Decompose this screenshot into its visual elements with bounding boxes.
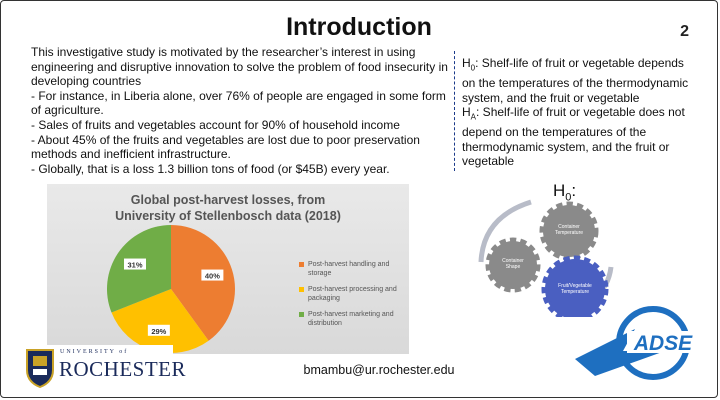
diagram-heading-suffix: : [571,181,577,200]
legend-item [299,310,407,328]
legend-swatch [299,262,304,267]
contact-email[interactable]: bmambu@ur.rochester.edu [303,363,455,377]
legend-swatch [299,287,304,292]
gear-label: Temperature [554,230,584,236]
bullet-item: - Sales of fruits and vegetables account for 90% of household income [31,117,400,132]
legend-label: Post-harvest processing and packaging [308,286,397,302]
gear-icon [489,241,537,289]
bullet-item: - Globally, that is a loss 1.3 billion tons of food (or $45B) every year. [31,161,390,176]
legend-item [299,260,407,278]
bullet-item: - About 45% of the fruits and vegetables are lost due to poor preservation methods and inefficient infrastructure. [31,132,420,162]
legend-label: Post-harvest marketing and distribution [308,311,394,327]
adse-logo [575,301,705,381]
hypothesis-text: : Shelf-life of fruit or vegetable depends on the temperatures of the thermodynamic system, and the fruit or vegetable [462,56,689,105]
intro-text [31,45,451,176]
null-hypothesis [462,56,700,105]
pie-chart [47,184,409,354]
legend-label: Post-harvest handling and storage [308,261,390,277]
intro-paragraph: This investigative study is motivated by the researcher’s interest in using engineering and disruptive innovation to solve the problem of food insecurity in developing countries [31,45,448,89]
hypothesis-text: : Shelf-life of fruit or vegetable does not depend on the temperatures of the thermodynamic system, and the fruit or vegetable [462,105,685,169]
alternative-hypothesis [462,105,700,169]
logo-text-small: UNIVERSITY of [60,349,129,355]
diagram-heading-symbol: H [553,181,566,200]
column-divider [454,51,455,171]
data-label: 29% [151,326,167,336]
diagram-heading-subscript: 0 [565,191,572,204]
hypotheses [462,56,700,169]
gear-label: Shape [505,264,521,270]
gear-label: Container [502,258,524,264]
chart-legend [299,260,407,335]
hypothesis-symbol: H [462,56,471,70]
logo-text-big: ROCHESTER [59,357,187,381]
gear-diagram [471,177,621,317]
gear-label: Temperature [560,289,590,295]
slide-number: 2 [680,23,689,40]
hypothesis-subscript: A [470,112,477,122]
chart-title-line2: University of Stellenbosch data (2018) [115,209,341,223]
hypothesis-symbol: H [462,105,471,120]
bullet-item: - For instance, in Liberia alone, over 76% of people are engaged in some form of agriculture. [31,88,446,118]
gear-icon [543,205,595,257]
legend-swatch [299,312,304,317]
logo-text: ADSE [633,332,693,355]
gear-label: Container [558,224,580,230]
legend-item [299,285,407,303]
data-label: 31% [127,260,143,270]
chart-title-line1: Global post-harvest losses, from [130,193,326,207]
gear-label: Fruit/Vegetable [558,283,592,289]
data-label: 40% [204,271,220,281]
slide-title: Introduction [286,13,432,41]
hypothesis-subscript: 0 [470,63,476,73]
